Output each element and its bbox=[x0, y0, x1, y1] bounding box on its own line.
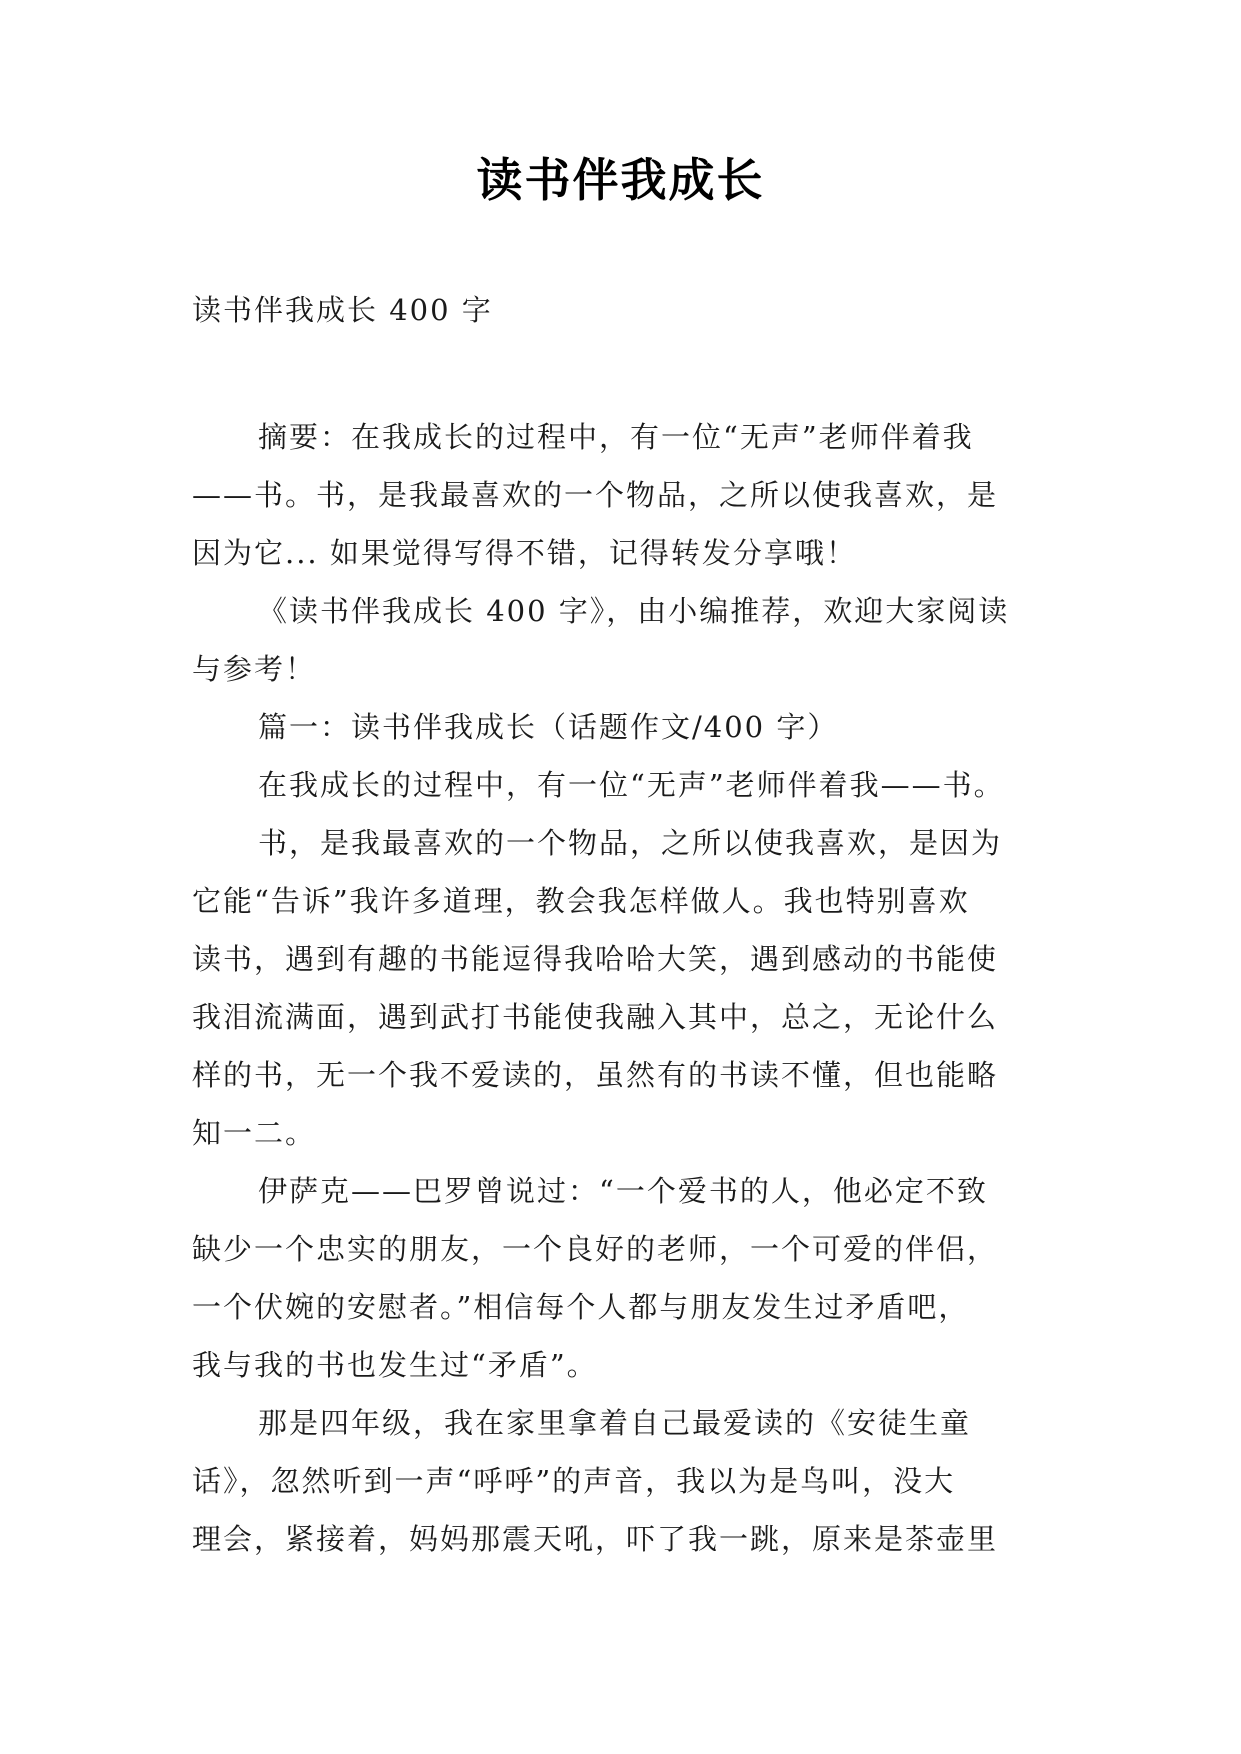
body-line: 缺少一个忠实的朋友，一个良好的老师，一个可爱的伴侣， bbox=[192, 1232, 999, 1266]
body-line: 我泪流满面，遇到武打书能使我融入其中，总之，无论什么 bbox=[192, 1000, 999, 1034]
body-line: 书，是我最喜欢的一个物品，之所以使我喜欢，是因为 bbox=[258, 826, 1003, 860]
body-line: 《读书伴我成长 400 字》，由小编推荐，欢迎大家阅读 bbox=[258, 594, 1010, 628]
body-line: 那是四年级，我在家里拿着自己最爱读的《安徒生童 bbox=[258, 1406, 972, 1440]
body-line: 因为它... 如果觉得写得不错，记得转发分享哦！ bbox=[192, 536, 857, 570]
body-line: 样的书，无一个我不爱读的，虽然有的书读不懂，但也能略 bbox=[192, 1058, 999, 1092]
body-line: ——书。书，是我最喜欢的一个物品，之所以使我喜欢，是 bbox=[192, 478, 999, 512]
body-line: 摘要：在我成长的过程中，有一位“无声”老师伴着我 bbox=[258, 420, 974, 454]
body-line: 在我成长的过程中，有一位“无声”老师伴着我——书。 bbox=[258, 768, 1005, 802]
body-line: 话》，忽然听到一声“呼呼”的声音，我以为是鸟叫，没大 bbox=[192, 1464, 956, 1498]
document-subtitle: 读书伴我成长 400 字 bbox=[192, 293, 493, 327]
document-title: 读书伴我成长 bbox=[476, 153, 765, 207]
body-line: 伊萨克——巴罗曾说过：“一个爱书的人，他必定不致 bbox=[258, 1174, 988, 1208]
body-line: 理会，紧接着，妈妈那震天吼，吓了我一跳，原来是茶壶里 bbox=[192, 1522, 999, 1556]
body-line: 篇一：读书伴我成长（话题作文/400 字） bbox=[258, 710, 839, 744]
body-line: 读书，遇到有趣的书能逗得我哈哈大笑，遇到感动的书能使 bbox=[192, 942, 999, 976]
body-line: 知一二。 bbox=[192, 1116, 317, 1150]
document-body bbox=[192, 408, 1060, 1568]
body-line: 它能“告诉”我许多道理，教会我怎样做人。我也特别喜欢 bbox=[192, 884, 970, 918]
body-line: 一个伏婉的安慰者。”相信每个人都与朋友发生过矛盾吧， bbox=[192, 1290, 970, 1324]
body-line: 我与我的书也发生过“矛盾”。 bbox=[192, 1348, 598, 1382]
body-line: 与参考！ bbox=[192, 652, 317, 686]
